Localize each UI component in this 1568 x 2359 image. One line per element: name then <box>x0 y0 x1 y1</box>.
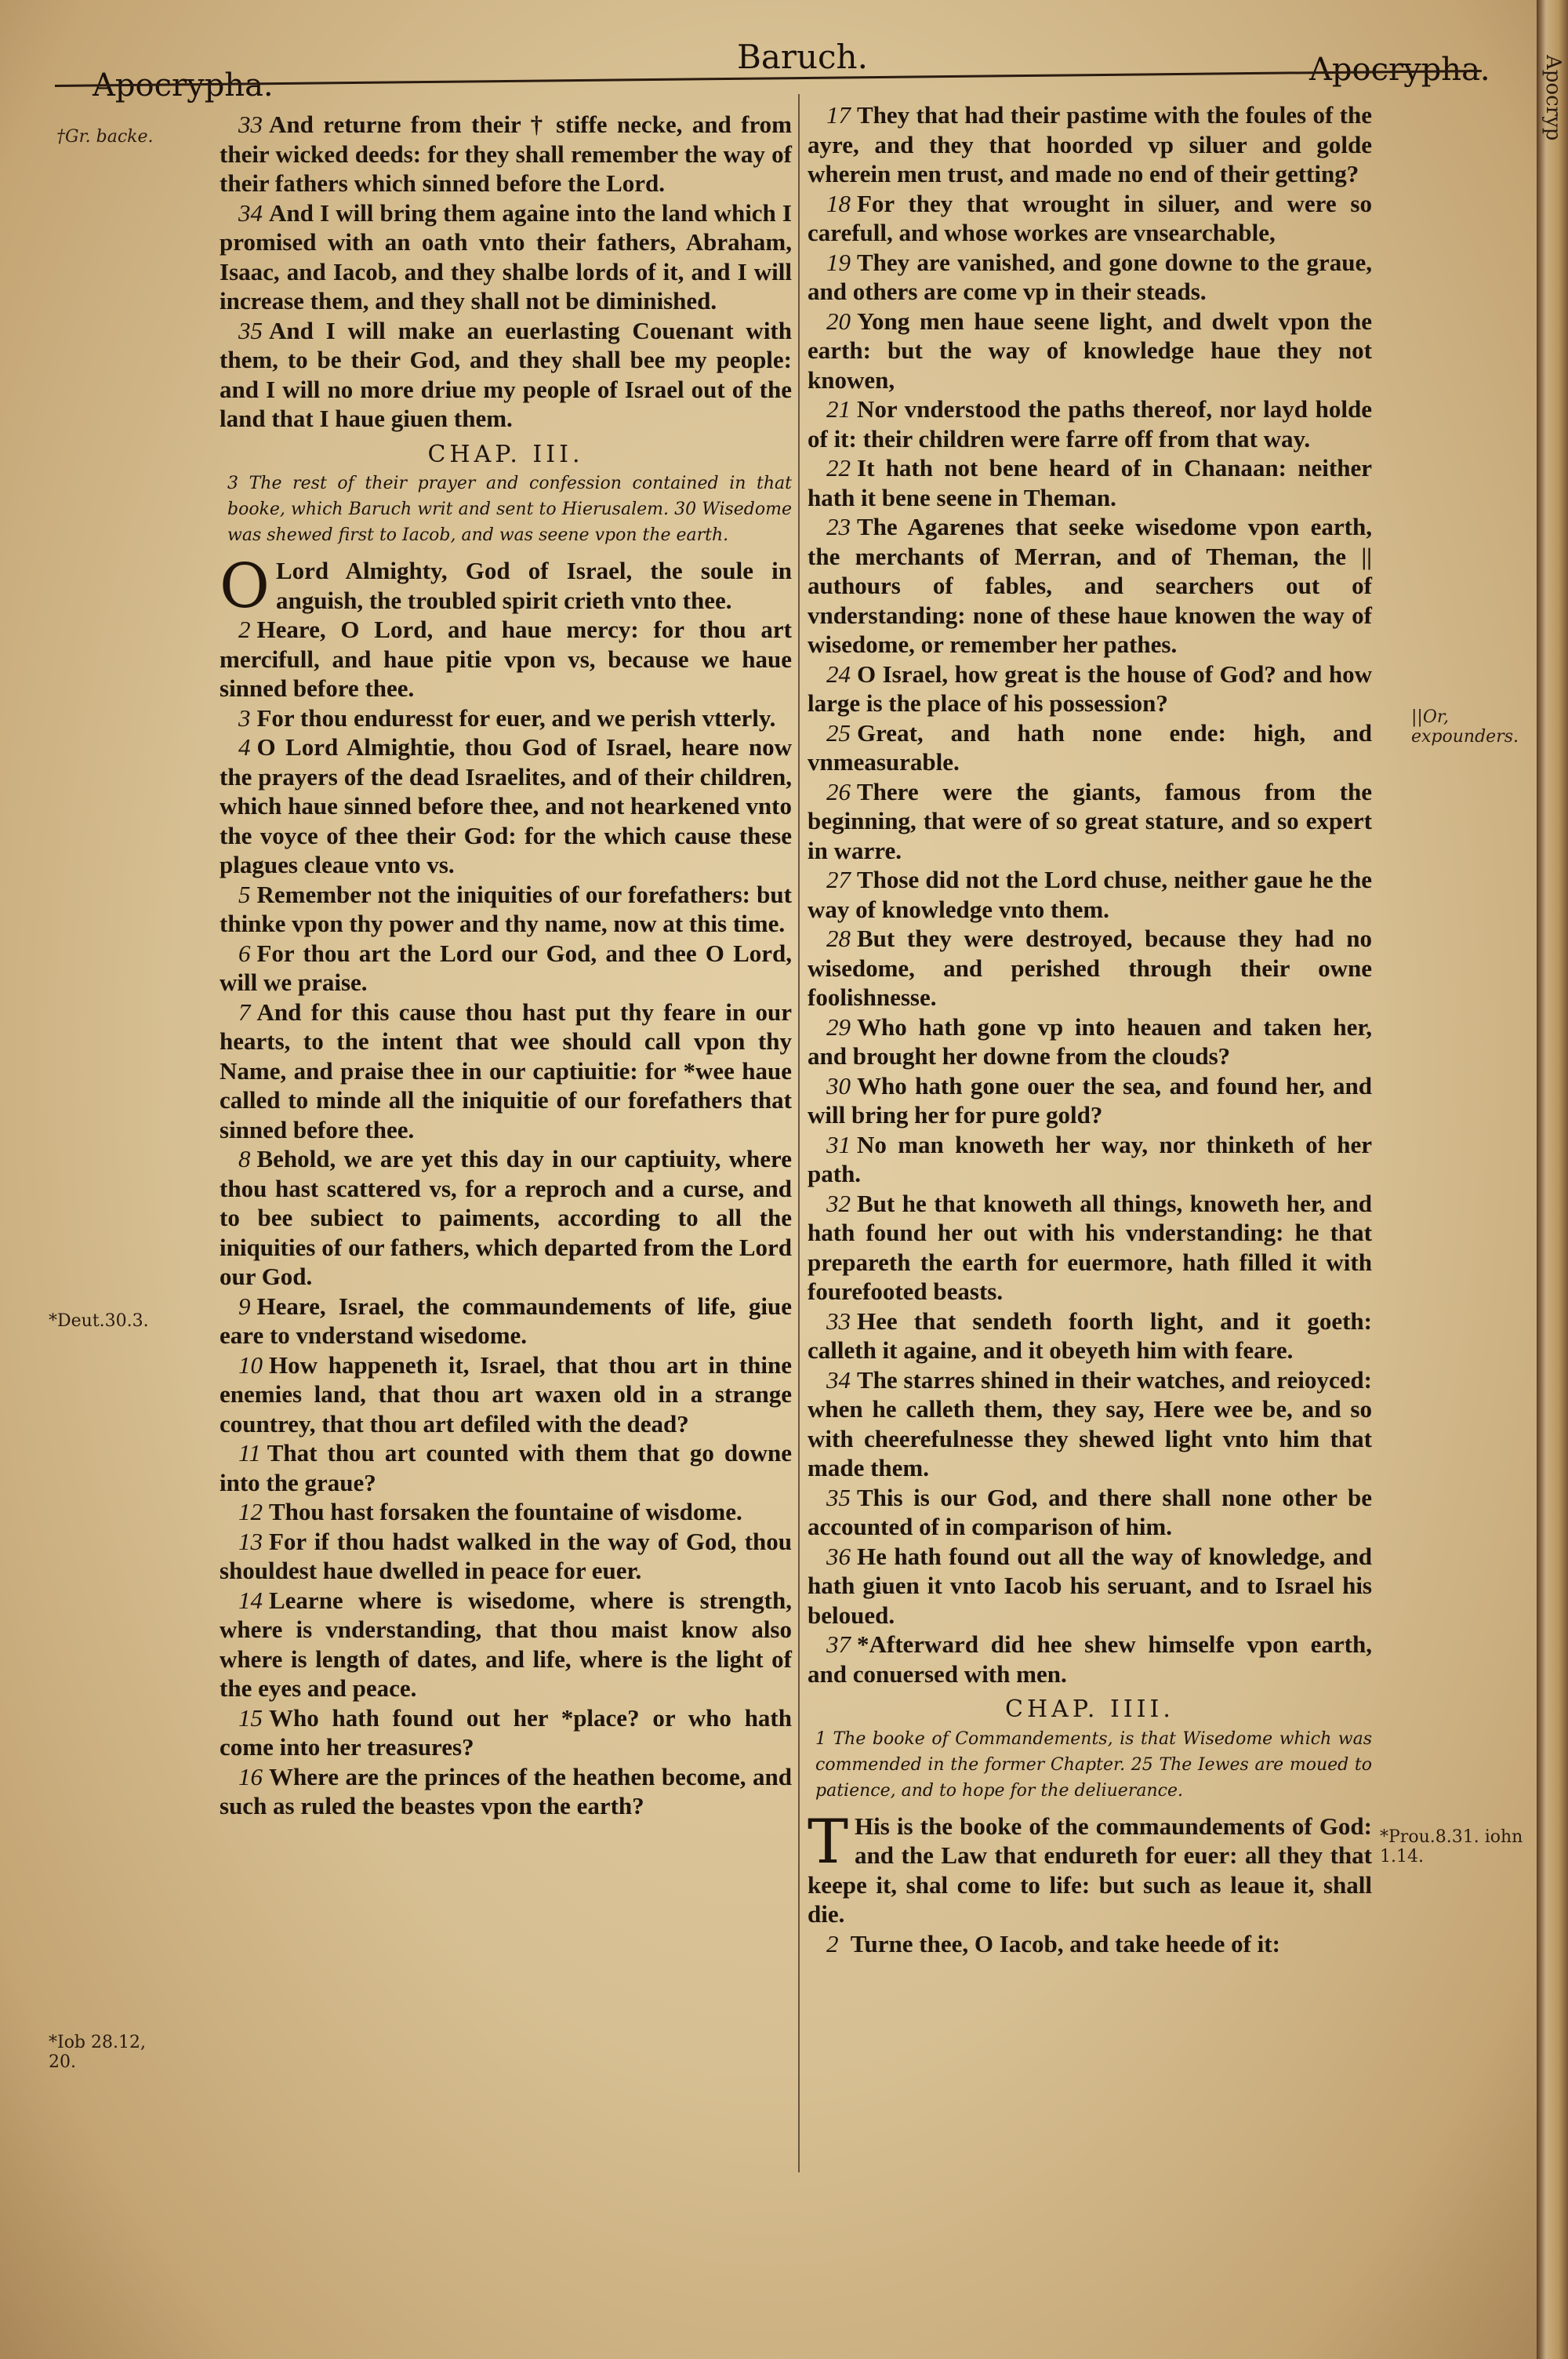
verse-number: 32 <box>826 1189 851 1217</box>
verse-text: And I will make an euerlasting Couenant with them, to be their God, and they shall bee my people: and I will no more driue my people of Israel out of the land that I haue giuen them. <box>220 316 792 432</box>
verse <box>808 248 1372 307</box>
header-right: Apocrypha. <box>1309 52 1490 88</box>
verse <box>808 865 1372 924</box>
verse-number: 23 <box>826 513 851 540</box>
verse <box>220 939 792 998</box>
verse-text: For thou enduresst for euer, and we perish vtterly. <box>256 703 776 732</box>
verse <box>220 1438 792 1497</box>
verse-text: The starres shined in their watches, and reioyced: when he calleth them, they say, Here wee be, and so with cheerefulnesse they shewed light vnto him that made them. <box>808 1365 1372 1481</box>
verse-group <box>808 100 1372 1688</box>
verse-text: He hath found out all the way of knowledge, and hath giuen it vnto Iacob his seruant, and to Israel his beloued. <box>808 1542 1372 1629</box>
verse-text: They that had their pastime with the foules of the ayre, and they that hoorded vp siluer and golde wherein men trust, and made no end of their getting? <box>808 101 1372 187</box>
verse <box>220 1703 792 1762</box>
verse-text: It hath not bene heard of in Chanaan: neither hath it bene seene in Theman. <box>808 454 1372 511</box>
verse-group <box>220 110 792 434</box>
verse <box>808 1071 1372 1130</box>
chapter-heading: CHAP. III. <box>427 440 584 468</box>
column-divider <box>798 94 800 2172</box>
chapter-summary: 3 The rest of their prayer and confession contained in that booke, which Baruch writ and sent to Hierusalem. 30 Wisedome was shewed first to Iacob, and was seene vpon the earth. <box>227 474 792 545</box>
verse-number: 33 <box>238 111 263 138</box>
drop-cap-initial: O <box>220 551 270 622</box>
verse <box>808 924 1372 1012</box>
verse <box>220 615 792 703</box>
verse-number: 15 <box>238 1703 263 1732</box>
verse-text: No man knoweth her way, nor thinketh of her path. <box>808 1130 1372 1187</box>
verse <box>808 100 1372 189</box>
verse-number: 27 <box>826 866 851 893</box>
chapter-summary: 1 The booke of Commandements, is that Wisedome which was commended in the former Chapter. 25 The Iewes are moued to patience, and to hope for the deliuerance. <box>815 1728 1372 1801</box>
margin-note: *Iob 28.12, 20. <box>49 2033 146 2072</box>
verse <box>808 1483 1372 1542</box>
verse-number: 30 <box>826 1071 851 1100</box>
right-column <box>808 100 1372 1958</box>
verse-number: 13 <box>238 1527 263 1555</box>
verse-number: 37 <box>826 1630 851 1658</box>
verse <box>808 189 1372 248</box>
verse-number: 9 <box>238 1292 251 1320</box>
verse-text: Hee that sendeth foorth light, and it goeth: calleth it againe, and it obeyeth him with feare. <box>808 1307 1372 1364</box>
verse-text: Where are the princes of the heathen become, and such as ruled the beastes vpon the earth? <box>220 1762 792 1819</box>
verse <box>220 1762 792 1821</box>
verse-number: 8 <box>238 1145 251 1172</box>
verse-number: 2 <box>238 616 251 643</box>
verse-number: 5 <box>238 880 251 908</box>
verse <box>808 1307 1372 1365</box>
verse-text: Great, and hath none ende: high, and vnmeasurable. <box>808 718 1372 776</box>
header-center-title: Baruch. <box>737 38 868 76</box>
verse-number: 22 <box>826 454 851 482</box>
verse-number: 35 <box>826 1483 851 1511</box>
verse <box>808 1365 1372 1483</box>
verse-text: But they were destroyed, because they had no wisedome, and perished through their owne foolishnesse. <box>808 925 1372 1011</box>
verse <box>220 880 792 939</box>
verse-text: Those did not the Lord chuse, neither gaue he the way of knowledge vnto them. <box>808 866 1372 923</box>
verse <box>220 551 792 622</box>
verse-text: Remember not the iniquities of our forefathers: but thinke vpon thy power and thy name, now at this time. <box>220 880 792 937</box>
verse-text: This is our God, and there shall none other be accounted of in comparison of him. <box>808 1483 1372 1540</box>
verse <box>220 1292 792 1350</box>
verse <box>808 660 1372 718</box>
verse-number: 28 <box>826 925 851 952</box>
verse-number: 19 <box>826 248 851 276</box>
verse-text: Who hath gone vp into heauen and taken her, and brought her downe from the clouds? <box>808 1012 1372 1070</box>
verse-text: And for this cause thou hast put thy feare in our hearts, to the intent that wee should call vpon thy Name, and praise thee in our captiuitie: for *wee haue called to minde all the iniquitie of our forefathers that sinned before thee. <box>220 998 792 1143</box>
verse <box>220 998 792 1145</box>
verse <box>808 1542 1372 1630</box>
verse <box>220 1497 792 1527</box>
margin-note: *Deut.30.3. <box>49 1311 149 1331</box>
verse <box>220 110 792 198</box>
verse <box>220 1586 792 1703</box>
verse-text: Nor vnderstood the paths thereof, nor layd holde of it: their children were farre off from that way. <box>808 395 1372 453</box>
verse-text: Heare, O Lord, and haue mercy: for thou art mercifull, and haue pitie vpon vs, because we haue sinned before thee. <box>220 616 792 702</box>
chapter-heading: CHAP. IIII. <box>1005 1696 1174 1723</box>
verse-number: 20 <box>826 307 851 335</box>
verse <box>808 718 1372 777</box>
verse-text: Thou hast forsaken the fountaine of wisdome. <box>269 1498 742 1525</box>
verse-text: Who hath found out her *place? or who hath come into her treasures? <box>220 1703 792 1761</box>
verse-text: How happeneth it, Israel, that thou art in thine enemies land, that thou art waxen old in a strange countrey, that thou art defiled with the dead? <box>220 1350 792 1438</box>
verse-text: *Afterward did hee shew himselfe vpon earth, and conuersed with men. <box>808 1630 1372 1688</box>
verse-number: 36 <box>826 1542 851 1570</box>
verse <box>220 1144 792 1292</box>
verse-number: 17 <box>826 101 851 129</box>
verse-number: 7 <box>238 998 251 1026</box>
verse-number: 14 <box>238 1586 263 1614</box>
verse-number: 24 <box>826 660 851 688</box>
verse <box>220 1527 792 1586</box>
verse-text: There were the giants, famous from the beginning, that were of so great stature, and so expert in warre. <box>808 777 1372 864</box>
verse-text: O Israel, how great is the house of God? and how large is the place of his possession? <box>808 660 1372 717</box>
next-page-edge <box>1537 0 1568 2359</box>
verse-number: 3 <box>238 703 251 732</box>
verse-number: 11 <box>238 1439 261 1467</box>
verse-text: Lord Almighty, God of Israel, the soule in anguish, the troubled spirit crieth vnto thee. <box>275 557 792 614</box>
verse-number: 34 <box>238 198 263 227</box>
verse-number: 6 <box>238 939 251 967</box>
verse <box>808 1806 1372 1929</box>
verse-text: For they that wrought in siluer, and were so carefull, and whose workes are vnsearchable, <box>808 189 1372 246</box>
verse <box>808 1189 1372 1307</box>
verse <box>808 1012 1372 1071</box>
next-page-header: Apocryp <box>1541 55 1565 141</box>
verse-text: Yong men haue seene light, and dwelt vpon the earth: but the way of knowledge haue they not knowen, <box>808 307 1372 394</box>
verse <box>808 394 1372 453</box>
verse-number: 12 <box>238 1498 263 1525</box>
margin-note: †Gr. backe. <box>56 127 154 147</box>
verse-text: Behold, we are yet this day in our captiuity, where thou hast scattered vs, for a reproch and a curse, and to bee subiect to paiments, according to all the iniquities of our fathers, which departed from the Lord our God. <box>220 1145 792 1290</box>
verse-group <box>220 615 792 1821</box>
verse-text: Learne where is wisedome, where is strength, where is vnderstanding, that thou maist know also where is length of dates, and life, where is the light of the eyes and peace. <box>220 1586 792 1702</box>
drop-cap-initial: T <box>808 1806 849 1877</box>
left-column <box>220 110 792 1821</box>
verse <box>220 316 792 434</box>
margin-note: *Prou.8.31. iohn 1.14. <box>1380 1827 1523 1866</box>
verse-text: For thou art the Lord our God, and thee O Lord, will we praise. <box>220 939 792 996</box>
verse-text: And I will bring them againe into the land which I promised with an oath vnto their fathers, Abraham, Isaac, and Iacob, and they shalbe lords of it, and I will increase them, and they shall not be diminished. <box>220 198 792 314</box>
margin-note: ||Or, expounders. <box>1411 707 1519 747</box>
verse-text: But he that knoweth all things, knoweth her, and hath found her out with his vnderstanding: he that prepareth the earth for euermore, hath filled it with fourefooted beasts. <box>808 1189 1372 1305</box>
verse-number: 16 <box>238 1762 263 1790</box>
verse <box>808 1130 1372 1189</box>
verse-number: 21 <box>826 395 851 423</box>
verse-text: The Agarenes that seeke wisedome vpon earth, the merchants of Merran, and of Theman, the || authours of fables, and searchers out of vnderstanding: none of these haue knowen the way of wisedome, or remember her pathes. <box>808 513 1372 658</box>
verse <box>808 307 1372 395</box>
verse-number: 33 <box>826 1307 851 1335</box>
verse-text: His is the booke of the commaundements of God: and the Law that endureth for euer: all they that keepe it, shal come to life: but such as leaue it, shall die. <box>808 1812 1372 1928</box>
verse <box>808 777 1372 866</box>
verse-number: 18 <box>826 189 851 217</box>
header-left: Apocrypha. <box>93 67 274 104</box>
verse-text: Who hath gone ouer the sea, and found her, and will bring her for pure gold? <box>808 1071 1372 1129</box>
verse-number: 31 <box>826 1130 851 1158</box>
verse <box>220 732 792 880</box>
verse-text: And returne from their † stiffe necke, and from their wicked deeds: for they shall remember the way of their fathers which sinned before the Lord. <box>220 111 792 197</box>
verse-number: 26 <box>826 777 851 805</box>
verse-number: 29 <box>826 1012 851 1041</box>
verse-number: 10 <box>238 1350 263 1379</box>
verse <box>808 1929 1372 1959</box>
verse-number: 35 <box>238 316 263 344</box>
verse <box>220 198 792 316</box>
verse <box>808 512 1372 660</box>
verse-text: Turne thee, O Iacob, and take heede of it: <box>850 1929 1280 1957</box>
verse-number: 2 <box>826 1929 839 1957</box>
verse-text: Heare, Israel, the commaundements of life, giue eare to vnderstand wisedome. <box>220 1292 792 1349</box>
verse-text: For if thou hadst walked in the way of God, thou shouldest haue dwelled in peace for euer. <box>220 1527 792 1584</box>
verse-number: 25 <box>826 718 851 747</box>
verse <box>220 703 792 733</box>
verse <box>220 1350 792 1439</box>
verse-number: 4 <box>238 733 251 761</box>
verse <box>808 1630 1372 1688</box>
verse-number: 34 <box>826 1365 851 1394</box>
verse-text: O Lord Almightie, thou God of Israel, heare now the prayers of the dead Israelites, and of their children, which haue sinned before thee, and not hearkened vnto the voyce of thee their God: for the which cause these plagues cleaue vnto vs. <box>220 733 792 878</box>
verse-text: They are vanished, and gone downe to the graue, and others are come vp in their steads. <box>808 248 1372 305</box>
verse <box>808 453 1372 512</box>
verse-text: That thou art counted with them that go downe into the graue? <box>220 1439 792 1496</box>
